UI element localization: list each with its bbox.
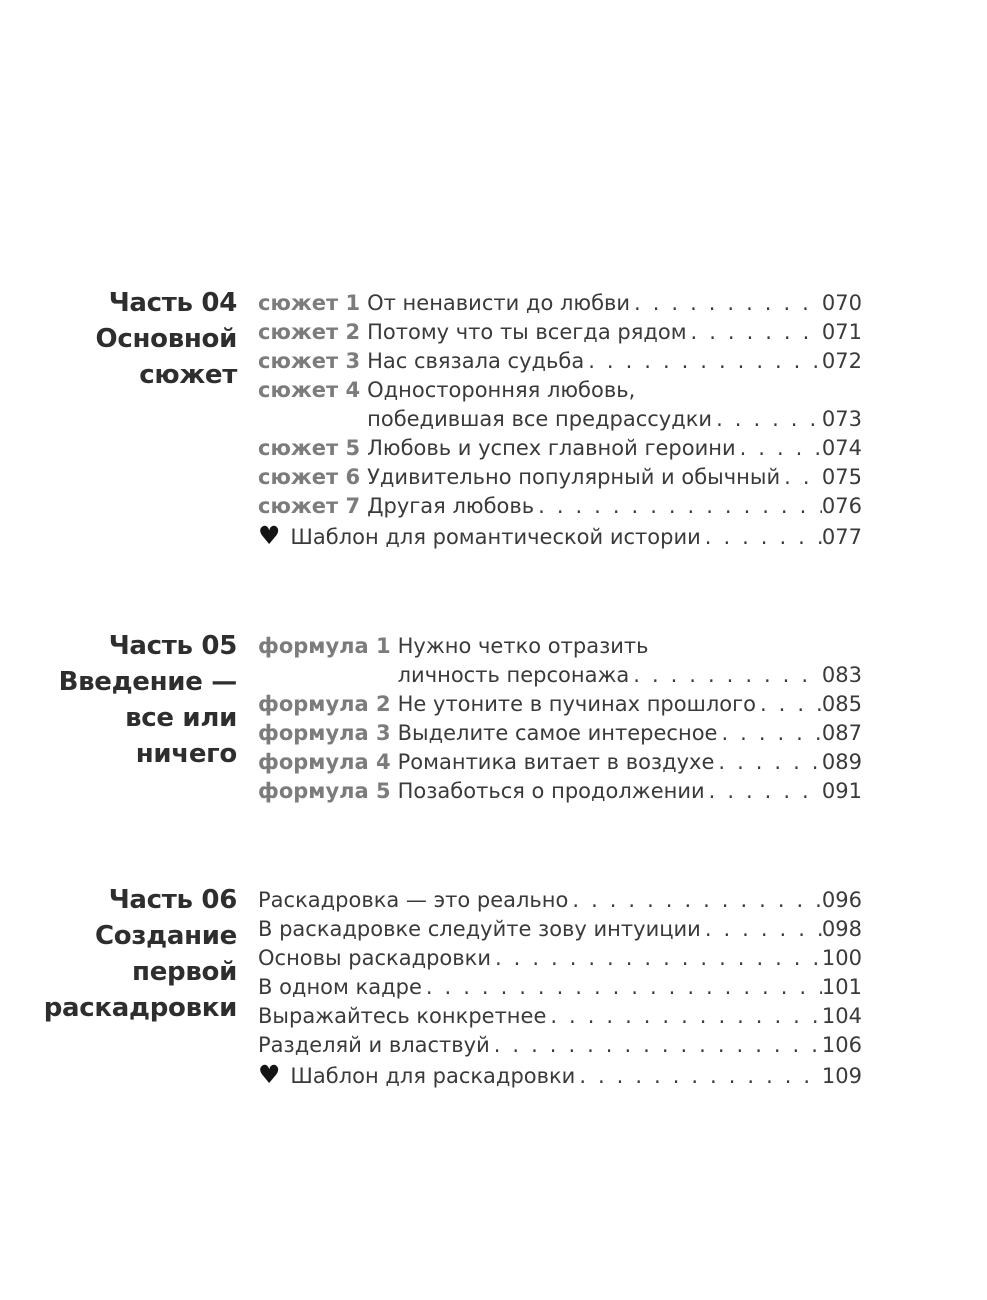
toc-entry <box>258 347 862 376</box>
entry-title: Разделяй и властвуй <box>258 1033 490 1057</box>
entry-label: формула 3 <box>258 721 391 745</box>
toc-entry <box>258 434 862 463</box>
entry-title: От ненависти до любви <box>367 291 631 315</box>
entry-line <box>258 318 862 347</box>
toc-sections <box>37 289 862 1091</box>
entry-line <box>258 1002 862 1031</box>
entry-title: Потому что ты всегда рядом <box>367 320 687 344</box>
entry-line <box>258 1031 862 1060</box>
entry-line <box>258 748 862 777</box>
page-number: 083 <box>821 663 862 687</box>
dot-leader <box>716 405 822 434</box>
page-number: 100 <box>821 946 862 970</box>
toc-entry <box>258 318 862 347</box>
page-number: 085 <box>821 692 862 716</box>
entry-line <box>258 719 862 748</box>
dot-leader <box>579 1062 822 1091</box>
entry-label: формула 2 <box>258 692 391 716</box>
page-number: 089 <box>821 750 862 774</box>
dot-leader <box>588 347 822 376</box>
part-heading <box>37 289 237 393</box>
page-number: 077 <box>821 525 862 549</box>
entry-label: формула 4 <box>258 750 391 774</box>
entry-title: Основы раскадровки <box>258 946 491 970</box>
dot-leader <box>760 690 822 719</box>
toc-entry <box>258 376 862 434</box>
dot-leader <box>709 777 822 806</box>
part-title-line: первой <box>132 957 237 987</box>
entry-title: Другая любовь <box>367 494 535 518</box>
dot-leader <box>426 973 822 1002</box>
entry-line <box>258 777 862 806</box>
entry-line <box>258 886 862 915</box>
entry-title: Позаботься о продолжении <box>397 779 705 803</box>
page-number: 091 <box>821 779 862 803</box>
entry-title: Нужно четко отразить <box>397 634 649 658</box>
entry-title: Нас связала судьба <box>367 349 585 373</box>
toc-entry <box>258 289 862 318</box>
page-number: 074 <box>821 436 862 460</box>
entry-label: сюжет 1 <box>258 291 361 315</box>
entry-line <box>258 632 862 661</box>
part-heading <box>37 632 237 772</box>
heart-icon: ♥ <box>258 521 281 550</box>
entry-continuation-line <box>258 405 862 434</box>
toc-entry <box>258 1060 862 1091</box>
page-number: 101 <box>821 975 862 999</box>
entry-line <box>258 492 862 521</box>
heart-icon: ♥ <box>258 1060 281 1089</box>
entry-line <box>258 463 862 492</box>
dot-leader <box>705 915 822 944</box>
page-number: 070 <box>821 291 862 315</box>
part-number: Часть 04 <box>108 288 237 318</box>
page-number: 109 <box>821 1064 862 1088</box>
dot-leader <box>721 719 821 748</box>
entry-line <box>258 1060 862 1091</box>
page-number: 104 <box>821 1004 862 1028</box>
part-heading <box>37 886 237 1026</box>
entry-line <box>258 434 862 463</box>
dot-leader <box>538 492 822 521</box>
dot-leader <box>495 944 822 973</box>
entry-title: Раскадровка — это реально <box>258 888 569 912</box>
toc-entry <box>258 719 862 748</box>
toc-entry <box>258 1031 862 1060</box>
toc-entry <box>258 463 862 492</box>
toc-section <box>37 289 862 552</box>
page-number: 087 <box>821 721 862 745</box>
entry-title-continued: личность персонажа <box>397 663 630 687</box>
part-title-line: ничего <box>135 739 237 769</box>
toc-entry <box>258 915 862 944</box>
entry-title: Выражайтесь конкретнее <box>258 1004 547 1028</box>
entry-title: Романтика витает в воздухе <box>397 750 715 774</box>
part-title-line: все или <box>125 703 237 733</box>
entry-label: сюжет 6 <box>258 465 361 489</box>
toc-section <box>37 886 862 1091</box>
toc-entry <box>258 521 862 552</box>
entry-line <box>258 347 862 376</box>
entry-title: Односторонняя любовь, <box>367 378 636 402</box>
dot-leader <box>784 463 822 492</box>
part-title-line: сюжет <box>139 360 237 390</box>
toc-entry <box>258 492 862 521</box>
toc-entry <box>258 632 862 690</box>
entry-label: сюжет 7 <box>258 494 361 518</box>
page-number: 071 <box>821 320 862 344</box>
dot-leader <box>740 434 822 463</box>
entry-list <box>258 289 862 552</box>
toc-entry <box>258 748 862 777</box>
entry-title: В раскадровке следуйте зову интуиции <box>258 917 701 941</box>
dot-leader <box>550 1002 822 1031</box>
dot-leader <box>705 523 822 552</box>
toc-entry <box>258 1002 862 1031</box>
entry-title: Шаблон для романтической истории <box>290 525 701 549</box>
entry-title: В одном кадре <box>258 975 422 999</box>
entry-label: сюжет 4 <box>258 378 361 402</box>
toc-entry <box>258 690 862 719</box>
dot-leader <box>718 748 822 777</box>
page-number: 072 <box>821 349 862 373</box>
entry-label: сюжет 3 <box>258 349 361 373</box>
page-number: 096 <box>821 888 862 912</box>
dot-leader <box>572 886 822 915</box>
page-number: 098 <box>821 917 862 941</box>
entry-label: формула 5 <box>258 779 391 803</box>
entry-label: сюжет 2 <box>258 320 361 344</box>
entry-line <box>258 376 862 405</box>
entry-title: Шаблон для раскадровки <box>290 1064 576 1088</box>
dot-leader <box>494 1031 822 1060</box>
page-number: 075 <box>821 465 862 489</box>
entry-line <box>258 973 862 1002</box>
entry-title: Любовь и успех главной героини <box>367 436 736 460</box>
entry-line <box>258 289 862 318</box>
part-title-line: раскадровки <box>43 993 237 1023</box>
entry-continuation-line <box>258 661 862 690</box>
part-title-line: Создание <box>94 921 237 951</box>
entry-line <box>258 521 862 552</box>
dot-leader <box>634 289 822 318</box>
toc-entry <box>258 886 862 915</box>
part-title-line: Введение — <box>58 667 237 697</box>
entry-line <box>258 915 862 944</box>
entry-line <box>258 690 862 719</box>
entry-title-continued: победившая все предрассудки <box>367 407 713 431</box>
toc-entry <box>258 973 862 1002</box>
toc-section <box>37 632 862 806</box>
entry-line <box>258 944 862 973</box>
page-number: 076 <box>821 494 862 518</box>
entry-list <box>258 886 862 1091</box>
entry-label: сюжет 5 <box>258 436 361 460</box>
dot-leader <box>633 661 822 690</box>
entry-title: Не утоните в пучинах прошлого <box>397 692 756 716</box>
part-number: Часть 05 <box>108 631 237 661</box>
part-title-line: Основной <box>95 324 237 354</box>
page-number: 106 <box>821 1033 862 1057</box>
part-number: Часть 06 <box>108 885 237 915</box>
toc-entry <box>258 944 862 973</box>
entry-title: Выделите самое интересное <box>397 721 718 745</box>
entry-title: Удивительно популярный и обычный <box>367 465 781 489</box>
toc-entry <box>258 777 862 806</box>
page-number: 073 <box>821 407 862 431</box>
entry-label: формула 1 <box>258 634 391 658</box>
dot-leader <box>691 318 822 347</box>
entry-list <box>258 632 862 806</box>
